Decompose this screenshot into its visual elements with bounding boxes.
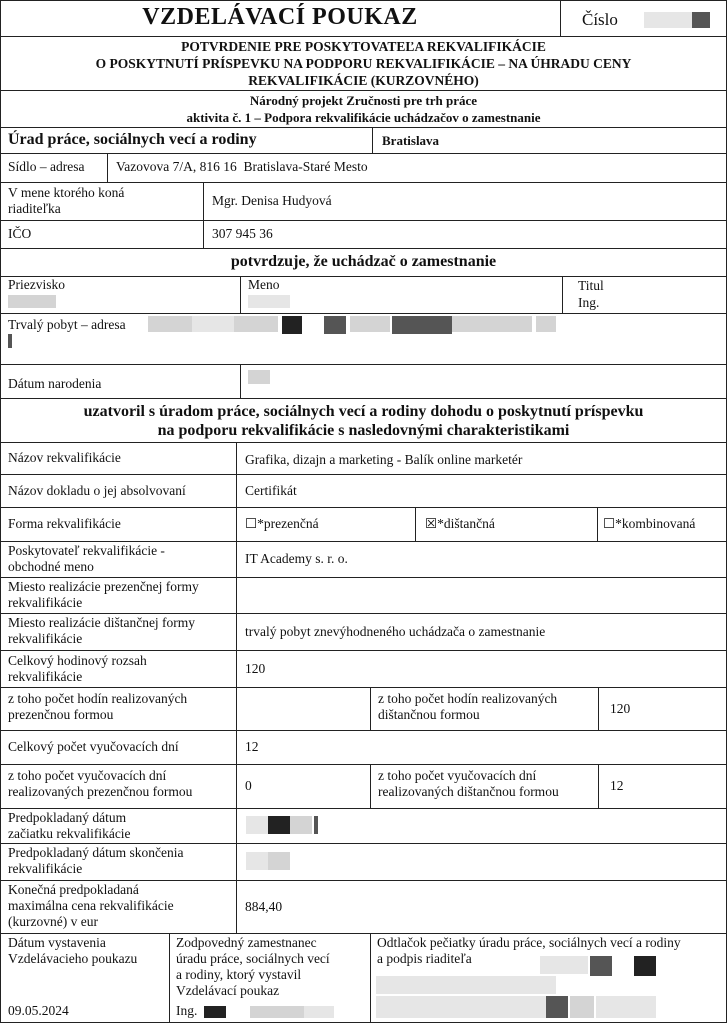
title-value: Ing. [578, 295, 600, 310]
project-line-1: Národný projekt Zručnosti pre trh práce [249, 93, 478, 108]
office-director-value: Mgr. Denisa Hudyová [212, 193, 332, 208]
redacted-start-date-4 [314, 816, 318, 834]
applicant-heading: potvrdzuje, že uchádzač o zamestnanie [230, 253, 497, 270]
hours-present-label-1: z toho počet hodín realizovaných [8, 691, 188, 706]
hours-distance-value: 120 [610, 701, 631, 716]
price-label-1: Konečná predpokladaná [8, 882, 139, 897]
price-label-3: (kurzovné) v eur [8, 914, 98, 929]
hours-present-label-2: prezenčnou formou [8, 707, 114, 722]
form-option-present[interactable]: ☐*prezenčná [245, 516, 319, 531]
redacted-address-10 [8, 334, 12, 348]
end-date-label-2: rekvalifikácie [8, 861, 83, 876]
redacted-stamp-2 [590, 956, 612, 976]
place-distance-label-2: rekvalifikácie [8, 631, 83, 646]
redacted-end-date-1 [246, 852, 268, 870]
redacted-number-dark [692, 12, 710, 28]
office-ico-label: IČO [8, 226, 32, 241]
redacted-employee-name-2 [250, 1006, 304, 1018]
days-total-value: 12 [245, 739, 259, 754]
days-present-value: 0 [245, 778, 252, 793]
redacted-address-9 [536, 316, 556, 332]
employee-label-1: Zodpovedný zamestnanec [176, 935, 317, 950]
days-distance-label-2: realizovaných dištančnou formou [378, 784, 559, 799]
redacted-stamp-3 [634, 956, 656, 976]
course-name-label: Názov rekvalifikácie [8, 450, 121, 465]
office-name: Úrad práce, sociálnych vecí a rodiny [8, 131, 257, 148]
hours-total-label-2: rekvalifikácie [8, 669, 83, 684]
employee-title: Ing. [176, 1003, 198, 1018]
number-label: Číslo [582, 10, 618, 29]
form-option-combined[interactable]: ☐*kombinovaná [603, 516, 696, 531]
redacted-stamp-7 [570, 996, 594, 1018]
redacted-start-date-3 [290, 816, 312, 834]
place-distance-value: trvalý pobyt znevýhodneného uchádzača o zamestnanie [245, 624, 546, 639]
agreement-heading-line-2: na podporu rekvalifikácie s nasledovnými charakteristikami [157, 422, 570, 439]
form-option-distance[interactable]: ☒*dištančná [425, 516, 495, 531]
redacted-number [644, 12, 692, 28]
hours-distance-label-2: dištančnou formou [378, 707, 480, 722]
place-distance-label-1: Miesto realizácie dištančnej formy [8, 615, 196, 630]
redacted-surname [8, 295, 56, 308]
name-label: Meno [248, 277, 280, 292]
days-distance-label-1: z toho počet vyučovacích dní [378, 768, 537, 783]
redacted-address-1 [148, 316, 192, 332]
office-city: Bratislava [382, 133, 440, 148]
days-distance-value: 12 [610, 778, 624, 793]
redacted-address-4 [282, 316, 302, 334]
start-date-label-2: začiatku rekvalifikácie [8, 826, 131, 841]
employee-label-4: Vzdelávací poukaz [176, 983, 280, 998]
redacted-address-3 [234, 316, 278, 332]
provider-label-2: obchodné meno [8, 559, 94, 574]
agreement-heading-line-1: uzatvoril s úradom práce, sociálnych vecí a rodiny dohodu o poskytnutí príspevku [83, 403, 644, 420]
hours-total-value: 120 [245, 661, 266, 676]
hours-distance-label-1: z toho počet hodín realizovaných [378, 691, 558, 706]
office-ico-value: 307 945 36 [212, 226, 273, 241]
redacted-stamp-4 [376, 976, 556, 994]
provider-value: IT Academy s. r. o. [245, 551, 348, 566]
address-label: Trvalý pobyt – adresa [8, 317, 126, 332]
start-date-label-1: Predpokladaný dátum [8, 810, 127, 825]
redacted-address-2 [192, 316, 234, 332]
redacted-end-date-2 [268, 852, 290, 870]
stamp-label-1: Odtlačok pečiatky úradu práce, sociálnych vecí a rodiny [377, 935, 681, 950]
redacted-address-5 [324, 316, 346, 334]
end-date-label-1: Predpokladaný dátum skončenia [8, 845, 184, 860]
redacted-start-date-1 [246, 816, 268, 834]
redacted-stamp-6 [546, 996, 568, 1018]
days-present-label-2: realizovaných prezenčnou formou [8, 784, 193, 799]
office-director-label-1: V mene ktorého koná [8, 185, 125, 200]
subtitle-line-2: O POSKYTNUTÍ PRÍSPEVKU NA PODPORU REKVALIFIKÁCIE – NA ÚHRADU CENY [95, 56, 632, 71]
surname-label: Priezvisko [8, 277, 65, 292]
issue-date-value: 09.05.2024 [8, 1003, 69, 1018]
office-director-label-2: riaditeľka [8, 201, 61, 216]
redacted-stamp-1 [540, 956, 588, 974]
redacted-employee-name-3 [304, 1006, 334, 1018]
redacted-start-date-2 [268, 816, 290, 834]
redacted-address-7 [392, 316, 452, 334]
document-title: VZDELÁVACÍ POUKAZ [142, 4, 418, 30]
redacted-stamp-8 [596, 996, 656, 1018]
redacted-name [248, 295, 290, 308]
subtitle-line-1: POTVRDENIE PRE POSKYTOVATEĽA REKVALIFIKÁCIE [181, 39, 546, 54]
course-form-label: Forma rekvalifikácie [8, 516, 121, 531]
office-seat-label: Sídlo – adresa [8, 159, 85, 174]
redacted-address-6 [350, 316, 390, 332]
redacted-address-8 [452, 316, 532, 332]
issue-date-label-1: Dátum vystavenia [8, 935, 106, 950]
course-doc-label: Názov dokladu o jej absolvovaní [8, 483, 186, 498]
title-label: Titul [578, 278, 604, 293]
employee-label-2: úradu práce, sociálnych vecí [176, 951, 330, 966]
price-label-2: maximálna cena rekvalifikácie [8, 898, 174, 913]
course-doc-value: Certifikát [245, 483, 297, 498]
birth-date-label: Dátum narodenia [8, 376, 102, 391]
project-line-2: aktivita č. 1 – Podpora rekvalifikácie uchádzačov o zamestnanie [186, 110, 541, 125]
office-seat-value: Vazovova 7/A, 816 16 Bratislava-Staré Mesto [116, 159, 368, 174]
place-present-label-1: Miesto realizácie prezenčnej formy [8, 579, 199, 594]
place-present-label-2: rekvalifikácie [8, 595, 83, 610]
provider-label-1: Poskytovateľ rekvalifikácie - [8, 543, 165, 558]
issue-date-label-2: Vzdelávacieho poukazu [8, 951, 138, 966]
redacted-employee-name-1 [204, 1006, 226, 1018]
redacted-birth-date [248, 370, 270, 384]
subtitle-line-3: REKVALIFIKÁCIE (KURZOVNÉHO) [248, 73, 479, 88]
stamp-label-2: a podpis riaditeľa [377, 951, 472, 966]
course-name-value: Grafika, dizajn a marketing - Balík online marketér [245, 452, 523, 467]
price-value: 884,40 [245, 899, 283, 914]
hours-total-label-1: Celkový hodinový rozsah [8, 653, 147, 668]
employee-label-3: a rodiny, ktorý vystavil [176, 967, 302, 982]
redacted-stamp-5 [376, 996, 546, 1018]
days-present-label-1: z toho počet vyučovacích dní [8, 768, 167, 783]
days-total-label: Celkový počet vyučovacích dní [8, 739, 179, 754]
